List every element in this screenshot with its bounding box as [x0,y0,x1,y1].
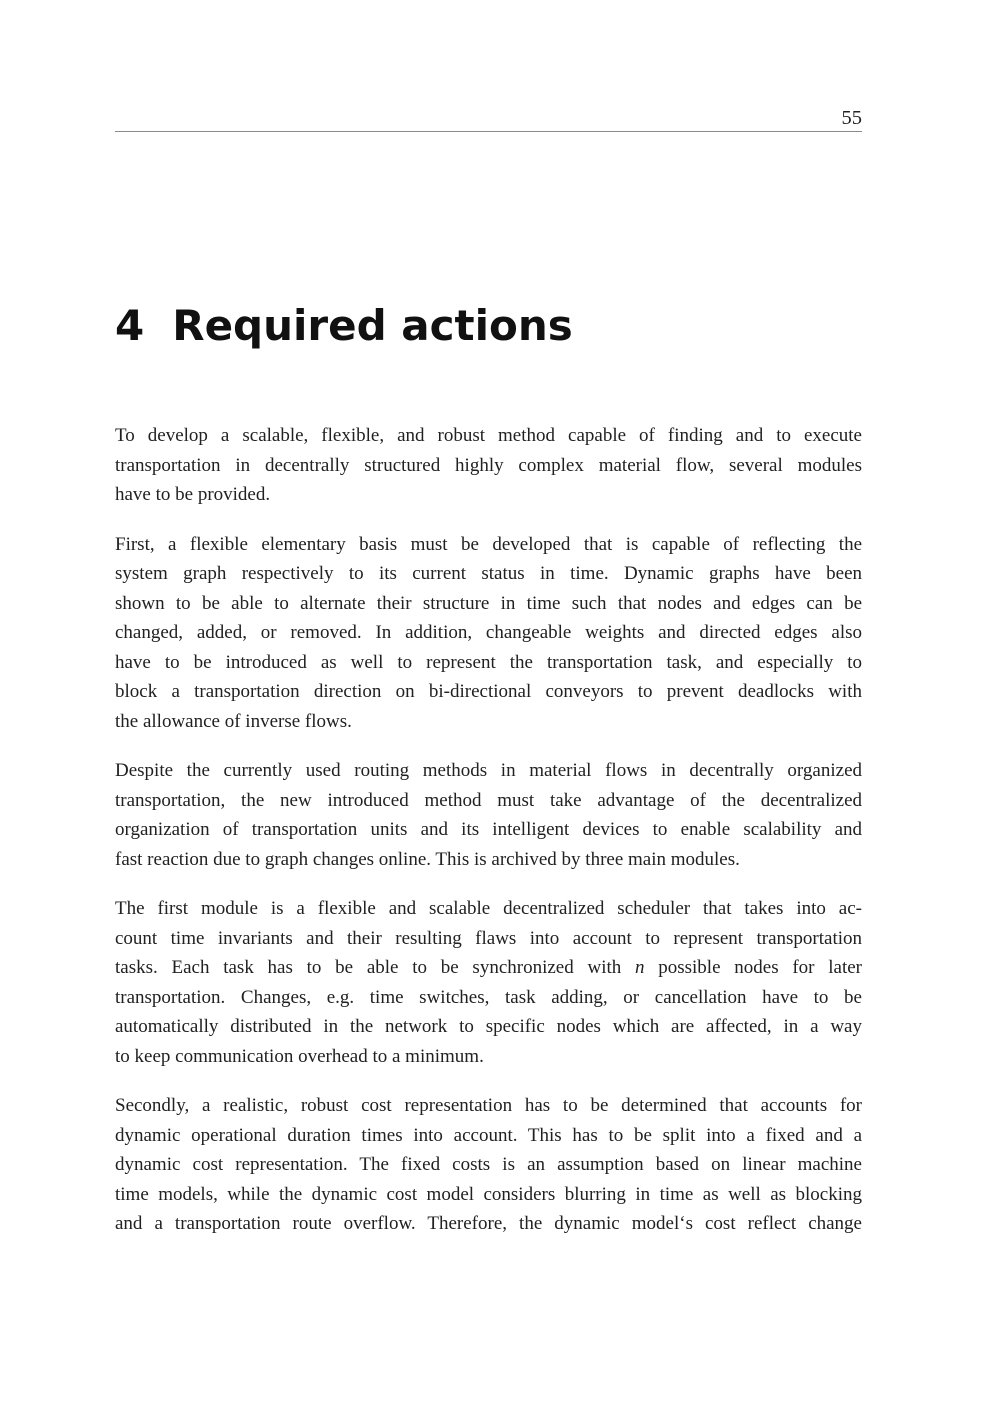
section-title: Required actions [172,301,573,350]
text-segment: tasks. Each task has to be able to be synchronized with [115,957,635,978]
paragraph [115,894,862,1071]
paragraph [115,756,862,874]
text-segment: system graph respectively to its current status in time. Dynamic graphs have been [115,563,862,584]
text-line [115,421,862,451]
text-line [115,648,862,678]
text-segment: First, a flexible elementary basis must be developed that is capable of reflecting the [115,533,862,555]
text-segment: dynamic cost representation. The fixed costs is an assumption based on linear machine [115,1154,862,1175]
text-line [115,559,862,589]
math-variable: n [635,957,645,978]
text-line [115,815,862,845]
text-line [115,953,862,983]
text-segment: time models, while the dynamic cost model considers blurring in time as well as blocking [115,1183,862,1205]
text-line [115,618,862,648]
text-line [115,451,862,481]
text-segment: block a transportation direction on bi-directional conveyors to prevent deadlocks with [115,681,862,702]
text-line [115,756,862,786]
text-segment: possible nodes for later [644,957,862,978]
text-line [115,589,862,619]
text-line [115,1180,862,1210]
text-segment: transportation in decentrally structured highly complex material flow, several modules [115,454,862,476]
text-segment: have to be introduced as well to represent the transportation task, and especially to [115,651,862,673]
paragraph [115,421,862,510]
text-line [115,1150,862,1180]
text-segment: count time invariants and their resulting flaws into account to represent transportation [115,927,862,949]
paragraph [115,530,862,737]
body-text [115,421,862,1259]
text-line [115,845,862,875]
paragraph [115,1091,862,1239]
text-segment: Secondly, a realistic, robust cost representation has to be determined that accounts for [115,1095,862,1116]
page-number: 55 [841,106,862,129]
text-segment: automatically distributed in the network to specific nodes which are affected, in a way [115,1016,862,1037]
text-segment: transportation. Changes, e.g. time switches, task adding, or cancellation have to be [115,986,862,1008]
text-segment: changed, added, or removed. In addition, changeable weights and directed edges also [115,622,862,643]
text-line [115,1121,862,1151]
text-segment: dynamic operational duration times into account. This has to be split into a fixed and a [115,1124,862,1146]
text-segment: to keep communication overhead to a minimum. [115,1045,484,1067]
text-segment: fast reaction due to graph changes online. This is archived by three main modules. [115,848,740,870]
text-line [115,1091,862,1121]
text-line [115,1209,862,1239]
text-line [115,924,862,954]
section-heading [115,301,573,350]
text-line [115,677,862,707]
text-line [115,1012,862,1042]
text-line [115,530,862,560]
section-number: 4 [115,301,145,350]
text-line [115,707,862,737]
text-line [115,480,862,510]
text-line [115,983,862,1013]
text-segment: Despite the currently used routing methods in material flows in decentrally organized [115,760,862,781]
page-header [115,0,862,132]
text-segment: have to be provided. [115,484,271,505]
text-segment: transportation, the new introduced method must take advantage of the decentralized [115,789,862,811]
text-line [115,786,862,816]
text-segment: To develop a scalable, flexible, and robust method capable of finding and to execute [115,425,862,446]
text-segment: and a transportation route overflow. Therefore, the dynamic model‘s cost reflect change [115,1213,862,1234]
text-segment: The first module is a flexible and scalable decentralized scheduler that takes into ac- [115,898,862,919]
text-segment: the allowance of inverse flows. [115,710,352,732]
text-segment: shown to be able to alternate their structure in time such that nodes and edges can be [115,592,862,614]
text-segment: organization of transportation units and its intelligent devices to enable scalability and [115,819,862,840]
text-line [115,1042,862,1072]
text-line [115,894,862,924]
